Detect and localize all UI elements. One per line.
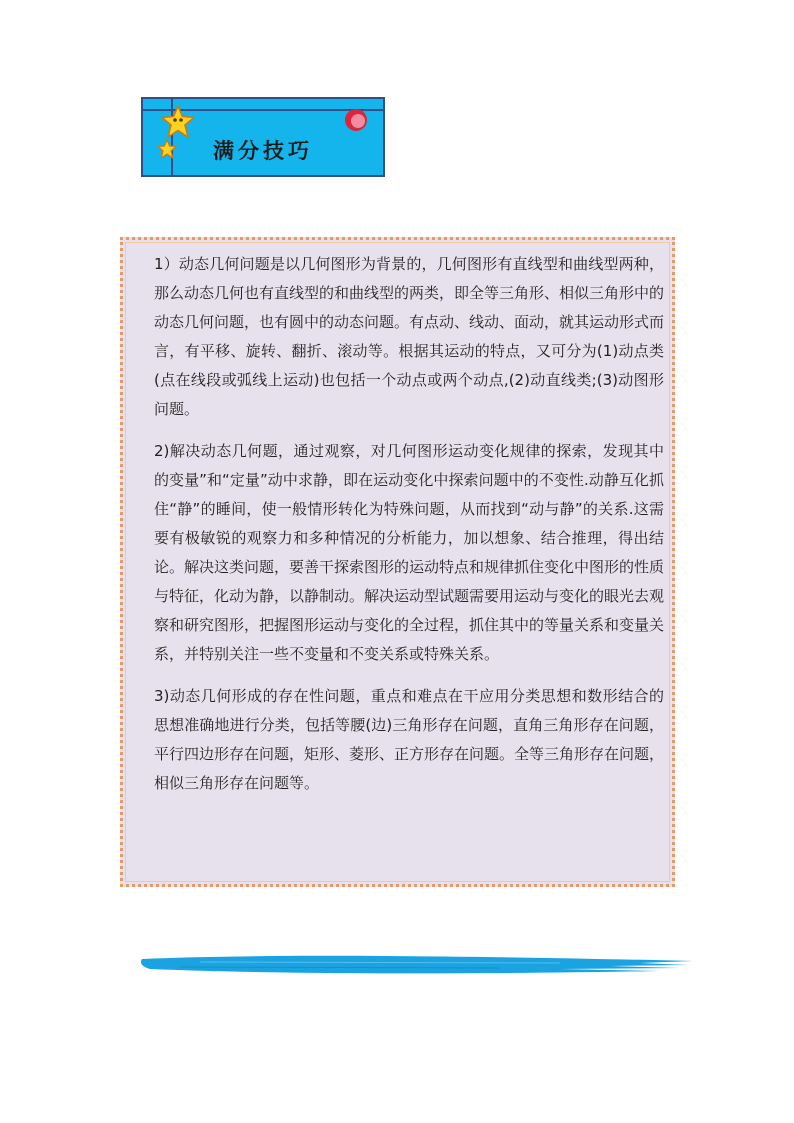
- section-banner: [141, 97, 385, 177]
- small-star-icon: [157, 139, 177, 159]
- red-ball-icon: [343, 107, 369, 133]
- star-icon: [161, 105, 195, 139]
- tips-content: [154, 250, 664, 811]
- brush-stroke-divider: [140, 953, 695, 977]
- tip-paragraph-3: 3)动态几何形成的存在性问题，重点和难点在干应用分类思想和数形结合的思想准确地进行分类，包括等腰(边)三角形存在问题，直角三角形存在问题，平行四边形存在问题，矩形、菱形、正方形存在问题。全等三角形存在问题，相似三角形存在问题等。: [154, 687, 665, 792]
- tip-paragraph-1: 1）动态几何问题是以几何图形为背景的，几何图形有直线型和曲线型两种，那么动态几何也有直线型的和曲线型的两类，即全等三角形、相似三角形中的动态几何问题，也有圆中的动态问题。有点动、线动、面动，就其运动形式而言，有平移、旋转、翻折、滚动等。根据其运动的特点，又可分为(1)动点类(点在线段或弧线上运动)也包括一个动点或两个动点,(2)动直线类;(3)动图形问题。: [154, 255, 665, 418]
- tips-card: [120, 237, 675, 887]
- banner-title: 满分技巧: [213, 138, 313, 163]
- tip-paragraph-2: 2)解决动态几何题，通过观察，对几何图形运动变化规律的探索，发现其中的变量”和“定量”动中求静，即在运动变化中探索问题中的不变性.动静互化抓住“静”的睡间，使一般情形转化为特殊问题，从而找到“动与静”的关系.这需要有极敏锐的观察力和多种情况的分析能力，加以想象、结合推理，得出结论。解决这类问题，要善干探索图形的运动特点和规律抓住变化中图形的性质与特征，化动为静，以静制动。解决运动型试题需要用运动与变化的眼光去观察和研究图形，把握图形运动与变化的全过程，抓住其中的等量关系和变量关系，并特别关注一些不变量和不变关系或特殊关系。: [154, 442, 665, 663]
